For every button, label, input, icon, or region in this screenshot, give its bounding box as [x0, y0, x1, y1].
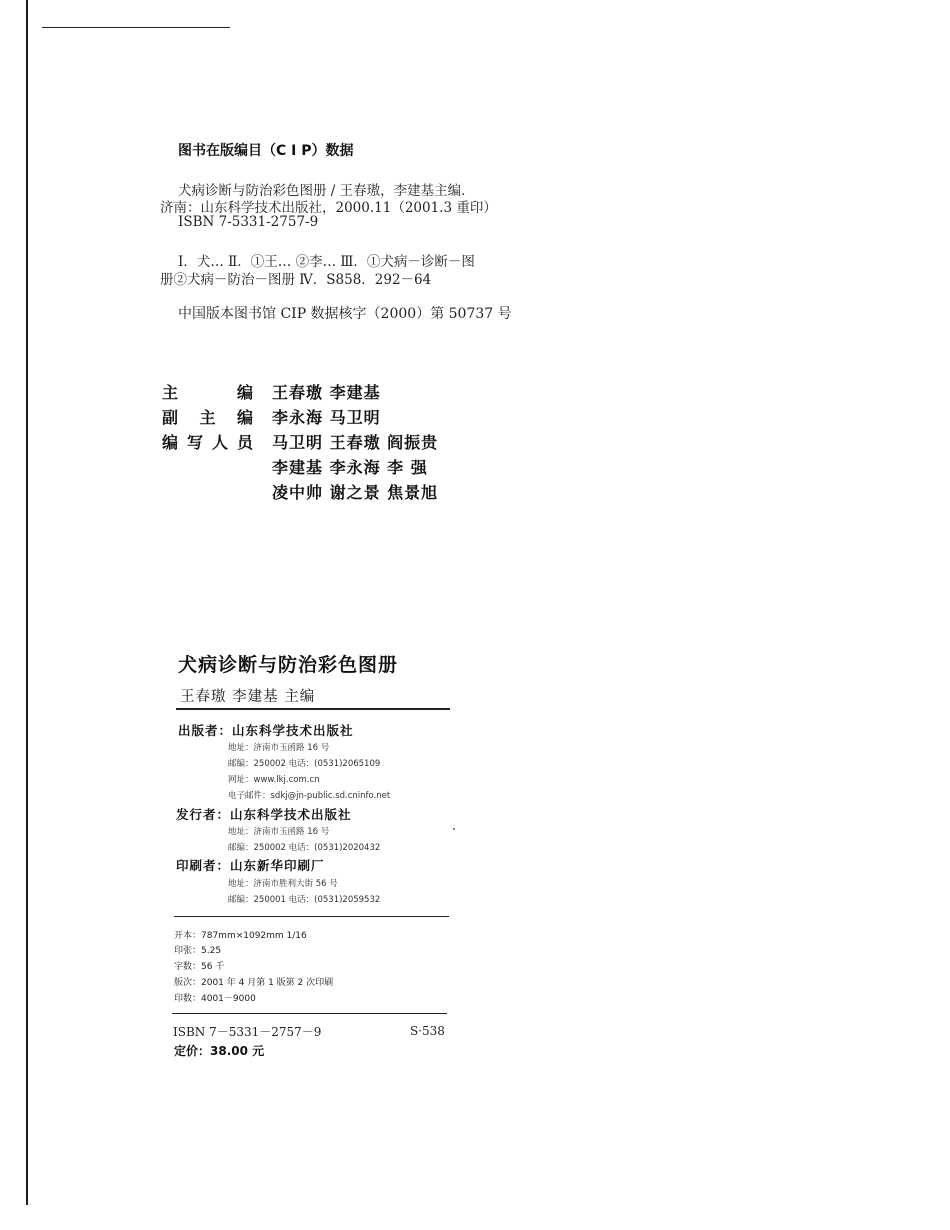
author-line: 王春璈 李建基 主编	[180, 689, 316, 705]
cip-line: 册②犬病－防治－图册 Ⅳ．S858．292－64	[160, 272, 432, 288]
scan-top-line	[42, 27, 230, 28]
editor-row	[162, 455, 428, 478]
spec-print-run: 印数：4001－9000	[174, 994, 256, 1004]
printer-postcode-phone: 邮编：250001 电话：(0531)2059532	[228, 895, 381, 905]
spec-edition: 版次：2001 年 4 月第 1 版第 2 次印刷	[174, 978, 334, 988]
editor-row	[162, 380, 381, 403]
cip-title: 图书在版编目（C I P）数据	[178, 143, 354, 159]
editor-role-label: 副主编	[162, 408, 254, 427]
price: 定价：38.00 元	[174, 1044, 265, 1058]
publisher-website: 网址：www.lkj.com.cn	[228, 775, 320, 785]
cip-record-number: 中国版本图书馆 CIP 数据核字（2000）第 50737 号	[178, 306, 512, 322]
spec-word-count: 字数：56 千	[174, 962, 225, 972]
distributor-address: 地址：济南市玉函路 16 号	[228, 827, 330, 837]
divider-line	[172, 1013, 447, 1014]
editor-row	[162, 430, 438, 453]
editor-role-label: 编写人员	[162, 433, 254, 452]
editor-names: 凌中帅 谢之景 焦景旭	[272, 483, 439, 502]
editor-names: 马卫明 王春璈 阎振贵	[272, 433, 439, 452]
isbn: ISBN 7－5331－2757－9	[173, 1025, 322, 1039]
book-title: 犬病诊断与防治彩色图册	[178, 654, 399, 676]
scan-speck	[453, 828, 455, 830]
editor-row	[162, 405, 381, 428]
cip-line: ISBN 7-5331-2757-9	[178, 214, 319, 230]
scan-edge-line	[26, 0, 28, 1205]
editor-row	[162, 480, 438, 503]
cip-line: Ⅰ．犬… Ⅱ．①王… ②李… Ⅲ．①犬病－诊断－图	[178, 254, 475, 270]
distributor-postcode-phone: 邮编：250002 电话：(0531)2020432	[228, 843, 381, 853]
editor-role-label: 主编	[162, 383, 254, 402]
publisher-address: 地址：济南市玉函路 16 号	[228, 743, 330, 753]
divider-line	[176, 708, 450, 710]
cip-line: 济南：山东科学技术出版社，2000.11（2001.3 重印）	[160, 200, 497, 216]
spec-sheets: 印张：5.25	[174, 946, 222, 956]
cip-line: 犬病诊断与防治彩色图册 / 王春璈，李建基主编．	[178, 183, 475, 199]
publisher-label: 出版者：山东科学技术出版社	[178, 723, 354, 738]
editor-names: 李建基 李永海 李 强	[272, 458, 428, 477]
spec-format: 开本：787mm×1092mm 1/16	[174, 931, 307, 941]
publisher-postcode-phone: 邮编：250002 电话：(0531)2065109	[228, 759, 381, 769]
editor-names: 李永海 马卫明	[272, 408, 381, 427]
editor-names: 王春璈 李建基	[272, 383, 381, 402]
publisher-email: 电子邮件：sdkj@jn-public.sd.cninfo.net	[228, 791, 391, 801]
divider-line	[174, 916, 449, 917]
distributor-label: 发行者：山东科学技术出版社	[176, 807, 352, 822]
printer-address: 地址：济南市胜利大街 56 号	[228, 879, 338, 889]
printer-label: 印刷者：山东新华印刷厂	[176, 858, 325, 873]
catalog-number: S·538	[410, 1024, 445, 1038]
